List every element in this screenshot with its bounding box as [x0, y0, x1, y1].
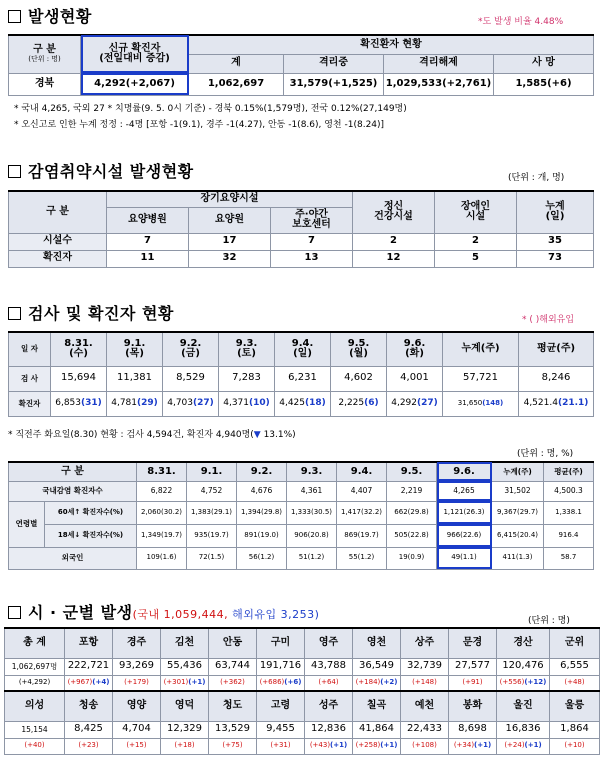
region-name: 영주 — [305, 628, 353, 658]
region-name: 구미 — [257, 628, 305, 658]
cell: 11 — [107, 250, 189, 267]
region-increase — [305, 738, 353, 754]
cell: 73 — [517, 250, 594, 267]
table-row — [5, 691, 600, 721]
domestic-increase: (+31) — [270, 741, 291, 750]
prev-week-note: * 직전주 화요일(8.30) 현황 : 검사 4,594건, 확진자 4,940명(▼ 13.1%) — [8, 430, 296, 440]
head-date-cell: 9.3. — [287, 462, 337, 481]
region-name: 칠곡 — [353, 691, 401, 721]
section-title-text: 검사 및 확진자 현황 — [28, 304, 174, 323]
head-average: 평균(주) — [519, 332, 594, 366]
region-total: 36,549 — [353, 658, 401, 675]
row-label: 시설수 — [9, 233, 107, 250]
head-death: 사 망 — [494, 54, 594, 73]
region-total: 63,744 — [209, 658, 257, 675]
table-row — [9, 233, 594, 250]
domestic-increase: (+10) — [564, 741, 585, 750]
table-row — [9, 501, 594, 524]
cell: 56(1.2) — [237, 547, 287, 569]
domestic-increase: (+23) — [78, 741, 99, 750]
region-increase — [449, 675, 497, 691]
cell: 8,246 — [519, 366, 594, 391]
region-total: 43,788 — [305, 658, 353, 675]
table-row — [9, 524, 594, 547]
cell: 869(19.7) — [337, 524, 387, 547]
region-increase — [449, 738, 497, 754]
domestic-increase: (+4,292) — [18, 678, 51, 687]
region-total: 27,577 — [449, 658, 497, 675]
region-increase — [5, 675, 65, 691]
region-total: 120,476 — [497, 658, 550, 675]
head-cumulative: 누계(주) — [443, 332, 519, 366]
table-row — [5, 658, 600, 675]
region-increase — [65, 738, 113, 754]
cell: 4,371(10) — [219, 391, 275, 416]
domestic-increase: (+301) — [163, 678, 189, 687]
cell: 1,349(19.7) — [137, 524, 187, 547]
region-name: 봉화 — [449, 691, 497, 721]
cell: 916.4 — [544, 524, 594, 547]
table-row — [9, 250, 594, 267]
cell: 4,703(27) — [163, 391, 219, 416]
domestic-increase: (+43) — [309, 741, 331, 750]
overseas-increase: (+4) — [92, 678, 110, 687]
cell: 31,650(148) — [443, 391, 519, 416]
table-row — [9, 391, 594, 416]
domestic-increase: (+48) — [564, 678, 585, 687]
region-total: 1,864 — [550, 721, 600, 738]
age-table — [8, 461, 594, 570]
table-row — [5, 738, 600, 754]
head-confirmed-status: 확진환자 현황 — [189, 35, 594, 54]
head-disabled: 장애인 시설 — [435, 191, 517, 233]
region-name: 청송 — [65, 691, 113, 721]
head-nursing-home: 요양원 — [189, 207, 271, 233]
cell: 4,407 — [337, 481, 387, 501]
head-date-cell: 9.4. (일) — [275, 332, 331, 366]
region-name: 의성 — [5, 691, 65, 721]
head-date-cell: 9.1. — [187, 462, 237, 481]
cell: 6,231 — [275, 366, 331, 391]
unit-note: (단위 : 개, 명) — [508, 173, 565, 183]
region-name: 문경 — [449, 628, 497, 658]
region-total: 191,716 — [257, 658, 305, 675]
region-total: 222,721 — [65, 658, 113, 675]
cell: 1,121(26.3) — [437, 501, 492, 524]
head-date-cell: 9.2. (금) — [163, 332, 219, 366]
table-row — [5, 721, 600, 738]
region-name: 울릉 — [550, 691, 600, 721]
domestic-increase: (+18) — [174, 741, 195, 750]
head-released: 격리해제 — [384, 54, 494, 73]
region-name: 총 계 — [5, 628, 65, 658]
cell: 2,060(30.2) — [137, 501, 187, 524]
region-increase — [550, 738, 600, 754]
cell: 4,361 — [287, 481, 337, 501]
cell-death: 1,585(+6) — [494, 73, 594, 95]
table-row — [9, 481, 594, 501]
overseas-increase: (+2) — [380, 678, 398, 687]
table-row — [9, 547, 594, 569]
cell: 1,394(29.8) — [237, 501, 287, 524]
overseas-note: * ( )해외유입 — [522, 315, 575, 325]
region-total: 32,739 — [401, 658, 449, 675]
head-date: 일 자 — [9, 332, 51, 366]
cell: 4,602 — [331, 366, 387, 391]
cell: 4,781(29) — [107, 391, 163, 416]
head-gubun: 구 분 — [9, 191, 107, 233]
overseas-increase: (+1) — [474, 741, 492, 750]
cell: 4,500.3 — [544, 481, 594, 501]
region-name: 안동 — [209, 628, 257, 658]
cell: 11,381 — [107, 366, 163, 391]
cell: 4,676 — [237, 481, 287, 501]
unit-note: (단위 : 명) — [528, 616, 570, 626]
region-name: 김천 — [161, 628, 209, 658]
region-increase — [401, 738, 449, 754]
cell: 2 — [353, 233, 435, 250]
head-cumulative: 누계 (일) — [517, 191, 594, 233]
cell: 966(22.6) — [437, 524, 492, 547]
cell: 2,219 — [387, 481, 437, 501]
cell: 17 — [189, 233, 271, 250]
cell: 1,333(30.5) — [287, 501, 337, 524]
cell: 72(1.5) — [187, 547, 237, 569]
cell: 2,225(6) — [331, 391, 387, 416]
cell: 4,752 — [187, 481, 237, 501]
cell: 7,283 — [219, 366, 275, 391]
cell: 5 — [435, 250, 517, 267]
head-isolated: 격리중 — [284, 54, 384, 73]
region-name: 성주 — [305, 691, 353, 721]
domestic-increase: (+179) — [124, 678, 149, 687]
note-correction: * 오신고로 인한 누계 정정 : -4명 [포항 -1(9.1), 경주 -1(4.27), 안동 -1(8.6), 영천 -1(8.24)] — [14, 120, 385, 130]
domestic-increase: (+75) — [222, 741, 243, 750]
domestic-increase: (+64) — [318, 678, 339, 687]
overseas-increase: (+1) — [330, 741, 348, 750]
cell: 891(19.0) — [237, 524, 287, 547]
head-date-cell: 8.31. (수) — [51, 332, 107, 366]
overseas-increase: (+1) — [188, 678, 206, 687]
region-name: 청도 — [209, 691, 257, 721]
cell: 7 — [107, 233, 189, 250]
domestic-increase: (+148) — [412, 678, 437, 687]
cell: 57,721 — [443, 366, 519, 391]
cell: 6,853(31) — [51, 391, 107, 416]
test-table — [8, 331, 594, 417]
domestic-increase: (+258) — [355, 741, 381, 750]
region-table — [4, 627, 600, 755]
domestic-total: (국내 1,059,444, — [132, 608, 229, 621]
cell: 4,001 — [387, 366, 443, 391]
head-mental: 정신 건강시설 — [353, 191, 435, 233]
domestic-increase: (+34) — [453, 741, 475, 750]
region-total: 12,836 — [305, 721, 353, 738]
section-title-regions — [8, 600, 319, 623]
row-label: 국내감염 확진자수 — [9, 481, 137, 501]
region-increase — [113, 738, 161, 754]
region-name: 예천 — [401, 691, 449, 721]
domestic-increase: (+362) — [220, 678, 245, 687]
overseas-increase: (+12) — [524, 678, 547, 687]
cell: 31,502 — [492, 481, 544, 501]
row-label: 60세↑ 확진자수(%) — [45, 501, 137, 524]
cell: 58.7 — [544, 547, 594, 569]
domestic-increase: (+556) — [499, 678, 525, 687]
region-name: 포항 — [65, 628, 113, 658]
section-title-facilities — [8, 159, 194, 182]
cell: 12 — [353, 250, 435, 267]
region-total: 12,329 — [161, 721, 209, 738]
note-domestic: * 국내 4,265, 국외 27 * 치명률(9. 5. 0시 기준) - 경북 0.15%(1,579명), 전국 0.12%(27,149명) — [14, 104, 407, 114]
head-new-cases: 신규 확진자 (전일대비 증감) — [81, 35, 189, 73]
head-gubun: 구 분 (단위 : 명) — [9, 35, 81, 73]
region-total: 13,529 — [209, 721, 257, 738]
region-increase — [401, 675, 449, 691]
domestic-increase: (+91) — [462, 678, 483, 687]
domestic-increase: (+967) — [67, 678, 93, 687]
cell: 55(1.2) — [337, 547, 387, 569]
row-label: 18세↓ 확진자수(%) — [45, 524, 137, 547]
cell: 6,822 — [137, 481, 187, 501]
cell: 1,417(32.2) — [337, 501, 387, 524]
cell-released: 1,029,533(+2,761) — [384, 73, 494, 95]
region-increase — [257, 738, 305, 754]
cell: 906(20.8) — [287, 524, 337, 547]
cell: 411(1.3) — [492, 547, 544, 569]
cell: 51(1.2) — [287, 547, 337, 569]
head-date-cell: 8.31. — [137, 462, 187, 481]
cell: 6,415(20.4) — [492, 524, 544, 547]
region-increase — [497, 675, 550, 691]
cell: 13 — [271, 250, 353, 267]
region-increase — [353, 738, 401, 754]
checkbox-square-icon — [8, 307, 21, 320]
region-increase — [209, 675, 257, 691]
region-name: 고령 — [257, 691, 305, 721]
domestic-increase: (+15) — [126, 741, 147, 750]
row-label: 검 사 — [9, 366, 51, 391]
cell: 2 — [435, 233, 517, 250]
region-increase — [113, 675, 161, 691]
head-date-cell: 9.5. (월) — [331, 332, 387, 366]
region-increase — [65, 675, 113, 691]
head-date-cell: 9.1. (목) — [107, 332, 163, 366]
section-title-text: 발생현황 — [28, 7, 92, 26]
domestic-increase: (+184) — [355, 678, 381, 687]
region-total: 55,436 — [161, 658, 209, 675]
region-name: 영천 — [353, 628, 401, 658]
region-total: 4,704 — [113, 721, 161, 738]
checkbox-square-icon — [8, 10, 21, 23]
table-row — [9, 73, 594, 95]
cell: 4,521.4(21.1) — [519, 391, 594, 416]
region-total: 15,154 — [5, 721, 65, 738]
cell: 1,383(29.1) — [187, 501, 237, 524]
region-increase — [305, 675, 353, 691]
table-row — [5, 628, 600, 658]
region-name: 군위 — [550, 628, 600, 658]
overseas-increase: (+1) — [524, 741, 542, 750]
down-triangle-icon: ▼ — [253, 430, 261, 440]
table-row — [5, 675, 600, 691]
cell: 9,367(29.7) — [492, 501, 544, 524]
region-total: 8,425 — [65, 721, 113, 738]
region-total: 41,864 — [353, 721, 401, 738]
region-increase — [550, 675, 600, 691]
section-title-tests — [8, 301, 174, 324]
head-date-cell: 9.6. — [437, 462, 492, 481]
cell-new: 4,292(+2,067) — [81, 73, 189, 95]
region-increase — [161, 738, 209, 754]
region-increase — [257, 675, 305, 691]
region-name: 경주 — [113, 628, 161, 658]
cell: 49(1.1) — [437, 547, 492, 569]
cell: 7 — [271, 233, 353, 250]
region-increase — [353, 675, 401, 691]
cell: 35 — [517, 233, 594, 250]
cell: 935(19.7) — [187, 524, 237, 547]
overseas-increase: (+1) — [380, 741, 398, 750]
region-name: 영덕 — [161, 691, 209, 721]
region-total: 22,433 — [401, 721, 449, 738]
region-name: 울진 — [497, 691, 550, 721]
head-gubun: 구 분 — [9, 462, 137, 481]
cell: 4,425(18) — [275, 391, 331, 416]
head-total: 계 — [189, 54, 284, 73]
row-label: 경북 — [9, 73, 81, 95]
cell: 32 — [189, 250, 271, 267]
overseas-total: 해외유입 3,253) — [228, 608, 320, 621]
table-row — [9, 366, 594, 391]
region-total: 6,555 — [550, 658, 600, 675]
cell: 1,338.1 — [544, 501, 594, 524]
region-total: 93,269 — [113, 658, 161, 675]
section-title-occurrence — [8, 4, 92, 27]
region-name: 상주 — [401, 628, 449, 658]
section-title-text: 시 · 군별 발생 — [28, 603, 133, 622]
head-nursing-hospital: 요양병원 — [107, 207, 189, 233]
cell: 4,292(27) — [387, 391, 443, 416]
row-label: 확진자 — [9, 250, 107, 267]
region-increase — [161, 675, 209, 691]
head-date-cell: 9.5. — [387, 462, 437, 481]
age-group-label: 연령별 — [9, 501, 45, 547]
head-date-cell: 9.3. (토) — [219, 332, 275, 366]
cell: 109(1.6) — [137, 547, 187, 569]
cell: 19(0.9) — [387, 547, 437, 569]
region-increase — [5, 738, 65, 754]
region-total: 9,455 — [257, 721, 305, 738]
unit-note: (단위 : 명, %) — [517, 449, 574, 459]
head-average: 평균(주) — [544, 462, 594, 481]
region-total: 16,836 — [497, 721, 550, 738]
cell: 505(22.8) — [387, 524, 437, 547]
head-cumulative: 누계(주) — [492, 462, 544, 481]
region-total: 8,698 — [449, 721, 497, 738]
cell: 15,694 — [51, 366, 107, 391]
domestic-increase: (+40) — [24, 741, 45, 750]
cell: 8,529 — [163, 366, 219, 391]
cell-isolated: 31,579(+1,525) — [284, 73, 384, 95]
province-ratio-note: *도 발생 비율 4.48% — [478, 17, 564, 27]
head-longterm-care: 장기요양시설 — [107, 191, 353, 207]
occurrence-table — [8, 34, 594, 96]
head-date-cell: 9.2. — [237, 462, 287, 481]
cell: 4,265 — [437, 481, 492, 501]
region-name: 영양 — [113, 691, 161, 721]
cell: 662(29.8) — [387, 501, 437, 524]
region-increase — [497, 738, 550, 754]
domestic-increase: (+686) — [259, 678, 285, 687]
row-label: 외국인 — [9, 547, 137, 569]
region-increase — [209, 738, 257, 754]
head-date-cell: 9.6. (화) — [387, 332, 443, 366]
domestic-increase: (+108) — [412, 741, 437, 750]
facility-table — [8, 190, 594, 268]
head-daycare: 주·야간 보호센터 — [271, 207, 353, 233]
cell-total: 1,062,697 — [189, 73, 284, 95]
section-title-text: 감염취약시설 발생현황 — [28, 162, 194, 181]
overseas-increase: (+6) — [284, 678, 302, 687]
region-name: 경산 — [497, 628, 550, 658]
checkbox-square-icon — [8, 165, 21, 178]
checkbox-square-icon — [8, 606, 21, 619]
region-total: 1,062,697명 — [5, 658, 65, 675]
head-date-cell: 9.4. — [337, 462, 387, 481]
row-label: 확진자 — [9, 391, 51, 416]
domestic-increase: (+24) — [504, 741, 525, 750]
